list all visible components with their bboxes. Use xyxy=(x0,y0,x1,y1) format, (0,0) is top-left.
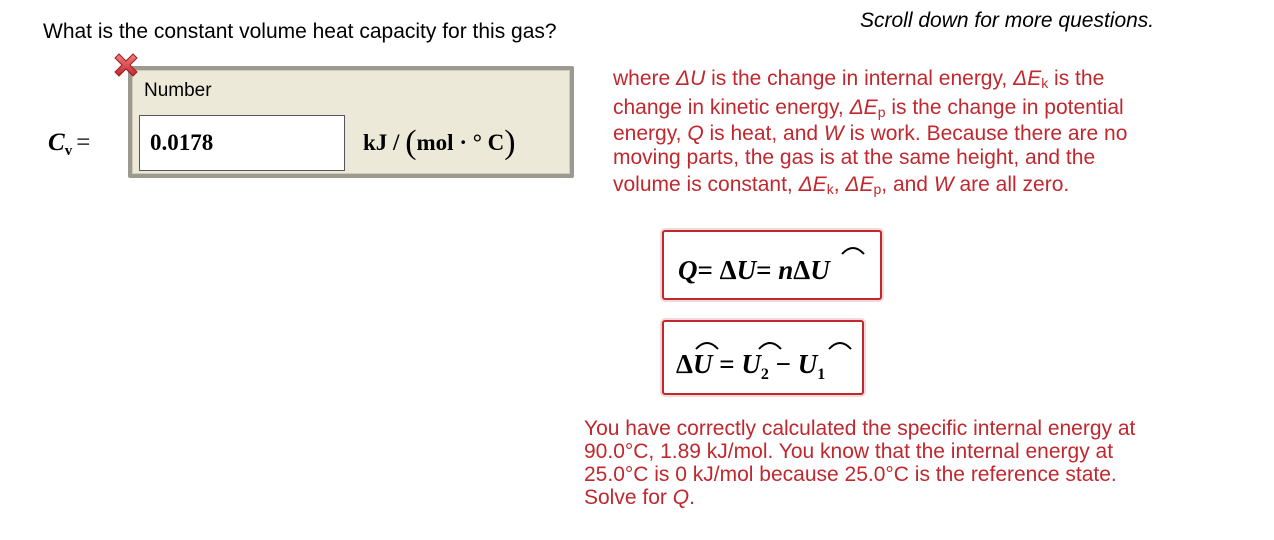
hat-accent-icon xyxy=(757,337,783,351)
result-line-2: 90.0°C, 1.89 kJ/mol. You know that the internal energy at xyxy=(584,440,1114,463)
explanation-line-2 xyxy=(613,93,1253,122)
hat-accent-icon xyxy=(694,337,720,351)
eq-var-u-hat: U xyxy=(810,255,830,285)
eq-var-u2: U xyxy=(741,349,761,379)
var-w: W xyxy=(933,173,954,196)
hat-accent-icon xyxy=(840,242,866,256)
eq-var-u-hat: U xyxy=(692,349,713,379)
text-run: change in kinetic energy, xyxy=(613,96,850,119)
explanation-line-4: moving parts, the gas is at the same height, and the xyxy=(613,146,1096,169)
eq-delta: Δ xyxy=(793,255,811,285)
explanation-line-1 xyxy=(613,64,1253,93)
explanation-line-5 xyxy=(613,170,1253,199)
subscript-1: 1 xyxy=(817,366,826,383)
units-open-paren: ( xyxy=(405,124,417,161)
text-run: , xyxy=(833,173,846,196)
answer-input[interactable] xyxy=(139,115,345,171)
var-delta-ek: ΔE xyxy=(1013,67,1042,90)
text-run: is heat, and xyxy=(703,122,824,145)
eq-text: − xyxy=(768,349,798,379)
subscript-p: p xyxy=(873,181,882,197)
explanation-line-3 xyxy=(613,122,1253,146)
text-run: . xyxy=(689,486,695,509)
eq-var-u: U xyxy=(736,255,757,285)
result-feedback xyxy=(584,417,1254,509)
eq-delta: Δ xyxy=(676,349,693,379)
units-close-paren: ) xyxy=(504,124,516,161)
subscript-p: p xyxy=(877,104,886,120)
var-delta-ep: ΔE xyxy=(845,173,874,196)
text-run: is the xyxy=(1048,67,1105,90)
text-run: volume is constant, xyxy=(613,173,799,196)
cv-subscript: v xyxy=(64,143,73,159)
equation-delta-u xyxy=(676,349,825,390)
text-run: energy, xyxy=(613,122,688,145)
explanation-text xyxy=(613,64,1253,199)
text-run: , and xyxy=(881,173,934,196)
eq-text: = xyxy=(712,349,742,379)
var-delta-u: ΔU xyxy=(676,67,706,90)
units-prefix: kJ / xyxy=(363,130,406,155)
subscript-k: k xyxy=(826,181,834,197)
question-text: What is the constant volume heat capacity for this gas? xyxy=(43,20,557,43)
subscript-2: 2 xyxy=(760,366,769,383)
text-run: is work. Because there are no xyxy=(843,122,1128,145)
number-label: Number xyxy=(144,80,212,101)
scroll-note: Scroll down for more questions. xyxy=(860,9,1155,32)
equation-energy-balance xyxy=(678,255,830,285)
hat-accent-icon xyxy=(827,337,853,351)
eq-text: = Δ xyxy=(697,255,737,285)
subscript-k: k xyxy=(1041,75,1049,91)
result-line-4 xyxy=(584,486,1254,509)
cv-equals: = xyxy=(76,129,91,156)
text-run: is the change in potential xyxy=(885,96,1124,119)
var-q: Q xyxy=(672,486,690,509)
text-run: are all zero. xyxy=(953,173,1070,196)
var-q: Q xyxy=(687,122,704,145)
red-x-icon xyxy=(111,50,141,80)
result-line-1: You have correctly calculated the specific internal energy at xyxy=(584,417,1136,440)
cv-label xyxy=(48,126,90,168)
cv-symbol: C xyxy=(48,129,65,156)
eq-var-u1: U xyxy=(797,349,818,379)
eq-var-q: Q xyxy=(678,255,698,285)
var-w: W xyxy=(823,122,844,145)
units-label xyxy=(363,124,516,162)
units-inner: mol · ° C xyxy=(416,130,505,155)
text-run: Solve for xyxy=(584,486,673,509)
result-line-3: 25.0°C is 0 kJ/mol because 25.0°C is the reference state. xyxy=(584,463,1117,486)
var-delta-ep: ΔE xyxy=(849,96,878,119)
eq-text: = xyxy=(756,255,779,285)
text-run: where xyxy=(613,67,677,90)
eq-var-n: n xyxy=(778,255,794,285)
text-run: is the change in internal energy, xyxy=(705,67,1014,90)
var-delta-ek: ΔE xyxy=(798,173,827,196)
